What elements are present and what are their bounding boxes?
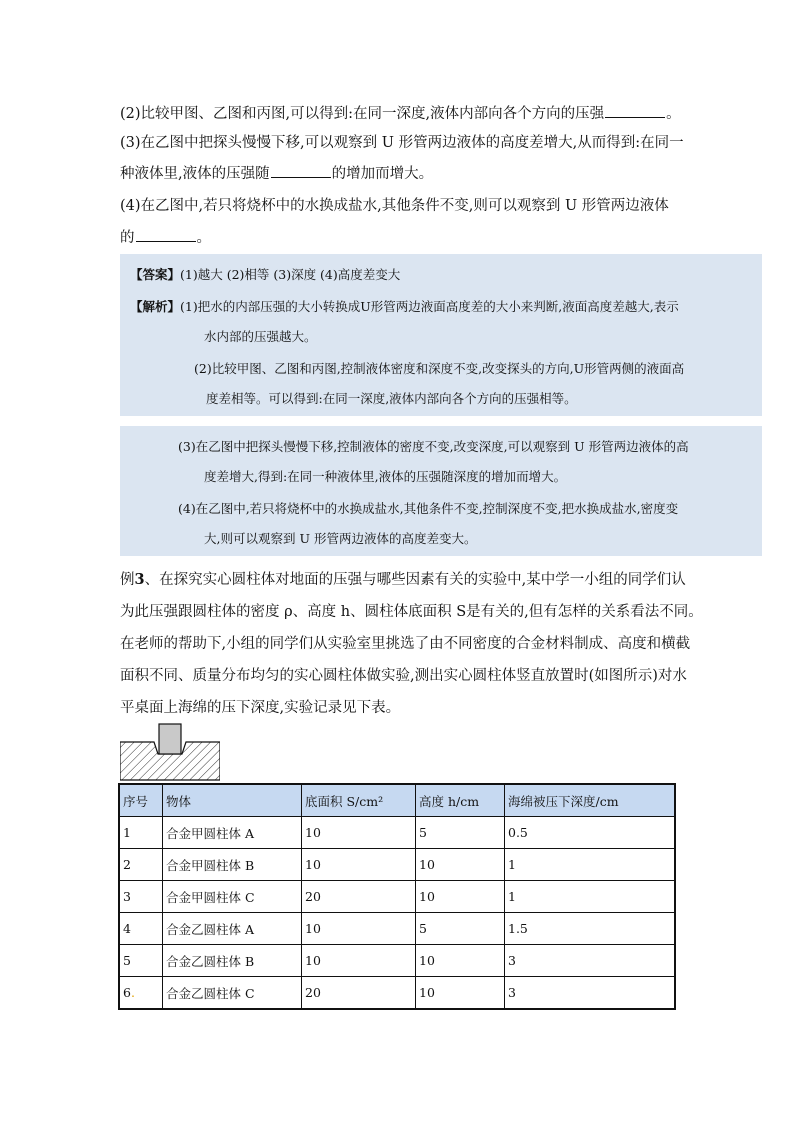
- example-number: 3: [134, 571, 145, 588]
- header-object: 物体: [163, 784, 302, 817]
- table-row: [119, 977, 675, 1010]
- example-text-1: 、在探究实心圆柱体对地面的压强与哪些因素有关的实验中,某中学一小组的同学们认: [144, 572, 686, 588]
- cell-depth: 1: [505, 881, 676, 913]
- header-index: 序号: [119, 784, 163, 817]
- header-height: 高度 h/cm: [416, 784, 505, 817]
- analysis-2a: (2)比较甲图、乙图和丙图,控制液体密度和深度不变,改变探头的方向,U形管两侧的液面高: [194, 361, 685, 376]
- example-line-3: 在老师的帮助下,小组的同学们从实验室里挑选了由不同密度的合金材料制成、高度和横截: [120, 636, 691, 652]
- analysis-1b: 水内部的压强越大。: [204, 329, 317, 344]
- header-area: 底面积 S/cm²: [302, 784, 416, 817]
- cell-object: 合金甲圆柱体 C: [163, 881, 302, 913]
- example-prefix: 例: [120, 572, 135, 588]
- experiment-table: [118, 783, 676, 1010]
- cell-area: 10: [302, 913, 416, 945]
- question-3-end: 的增加而增大。: [331, 166, 434, 182]
- cell-area: 10: [302, 945, 416, 977]
- cell-object: 合金乙圆柱体 B: [163, 945, 302, 977]
- analysis-2b: 度差相等。可以得到:在同一深度,液体内部向各个方向的压强相等。: [206, 391, 577, 406]
- example-line-4: 面积不同、质量分布均匀的实心圆柱体做实验,测出实心圆柱体竖直放置时(如图所示)对水: [120, 668, 687, 684]
- analysis-4b: 大,则可以观察到 U 形管两边液体的高度差变大。: [204, 531, 477, 546]
- cell-index: 5: [119, 945, 163, 977]
- question-3-line-2: [120, 163, 433, 184]
- cell-height: 10: [416, 977, 505, 1010]
- question-3-text: 种液体里,液体的压强随: [120, 166, 270, 182]
- question-2-text: (2)比较甲图、乙图和丙图,可以得到:在同一深度,液体内部向各个方向的压强: [120, 106, 605, 122]
- cell-area: 10: [302, 849, 416, 881]
- answer-text: (1)越大 (2)相等 (3)深度 (4)高度差变大: [180, 267, 401, 282]
- table-header-row: [119, 784, 675, 817]
- analysis-3b: 度差增大,得到:在同一种液体里,液体的压强随深度的增加而增大。: [204, 469, 567, 484]
- cell-object: 合金甲圆柱体 B: [163, 849, 302, 881]
- answer-blank: [271, 163, 331, 178]
- cell-index-dot: .: [130, 985, 135, 1000]
- question-4-text: 的: [120, 230, 135, 246]
- cell-object: 合金乙圆柱体 A: [163, 913, 302, 945]
- cell-depth: 3: [505, 977, 676, 1010]
- table-row: [119, 881, 675, 913]
- table-row: [119, 849, 675, 881]
- cell-depth: 1: [505, 849, 676, 881]
- cell-area: 10: [302, 817, 416, 849]
- example-line-5: 平桌面上海绵的压下深度,实验记录见下表。: [120, 700, 401, 716]
- cell-depth: 3: [505, 945, 676, 977]
- cell-area: 20: [302, 881, 416, 913]
- cell-area: 20: [302, 977, 416, 1010]
- cylinder-on-sponge-figure: [120, 722, 220, 782]
- cell-height: 10: [416, 881, 505, 913]
- cell-index-value: 6: [123, 985, 131, 1000]
- analysis-4a: (4)在乙图中,若只将烧杯中的水换成盐水,其他条件不变,控制深度不变,把水换成盐水,密度变: [178, 501, 679, 516]
- header-depth: 海绵被压下深度/cm: [505, 784, 676, 817]
- answer-row: [130, 266, 400, 284]
- example-line-1: [120, 570, 686, 590]
- answer-blank: [605, 103, 665, 118]
- cell-depth: 0.5: [505, 817, 676, 849]
- question-4-line-2: [120, 227, 211, 248]
- example-line-2: 为此压强跟圆柱体的密度 ρ、高度 h、圆柱体底面积 S是有关的,但有怎样的关系看法不同。: [120, 604, 703, 620]
- cell-height: 10: [416, 849, 505, 881]
- cell-object: 合金甲圆柱体 A: [163, 817, 302, 849]
- analysis-3a: (3)在乙图中把探头慢慢下移,控制液体的密度不变,改变深度,可以观察到 U 形管两边液体的高: [178, 439, 689, 454]
- cell-index: 2: [119, 849, 163, 881]
- question-4-line-1: (4)在乙图中,若只将烧杯中的水换成盐水,其他条件不变,则可以观察到 U 形管两边液体: [120, 198, 669, 214]
- answer-blank: [136, 227, 196, 242]
- cell-index: 3: [119, 881, 163, 913]
- cell-index: 4: [119, 913, 163, 945]
- cell-height: 10: [416, 945, 505, 977]
- table-row: [119, 945, 675, 977]
- cell-depth: 1.5: [505, 913, 676, 945]
- question-3-line-1: (3)在乙图中把探头慢慢下移,可以观察到 U 形管两边液体的高度差增大,从而得到:在同一: [120, 135, 684, 151]
- analysis-row-1: [130, 298, 679, 316]
- cell-height: 5: [416, 817, 505, 849]
- question-2-end: 。: [666, 106, 681, 122]
- answer-tag: 【答案】: [130, 267, 181, 282]
- table-row: [119, 817, 675, 849]
- cell-index: [119, 977, 163, 1010]
- cell-index: 1: [119, 817, 163, 849]
- cell-object: 合金乙圆柱体 C: [163, 977, 302, 1010]
- analysis-tag: 【解析】: [130, 299, 181, 314]
- answer-box-1: [120, 254, 762, 416]
- analysis-1a: (1)把水的内部压强的大小转换成U形管两边液面高度差的大小来判断,液面高度差越大,表示: [180, 299, 679, 314]
- question-4-end: 。: [196, 230, 211, 246]
- cell-height: 5: [416, 913, 505, 945]
- cylinder-shape: [159, 724, 181, 754]
- answer-box-2: [120, 426, 762, 556]
- table-row: [119, 913, 675, 945]
- question-2: [120, 103, 681, 124]
